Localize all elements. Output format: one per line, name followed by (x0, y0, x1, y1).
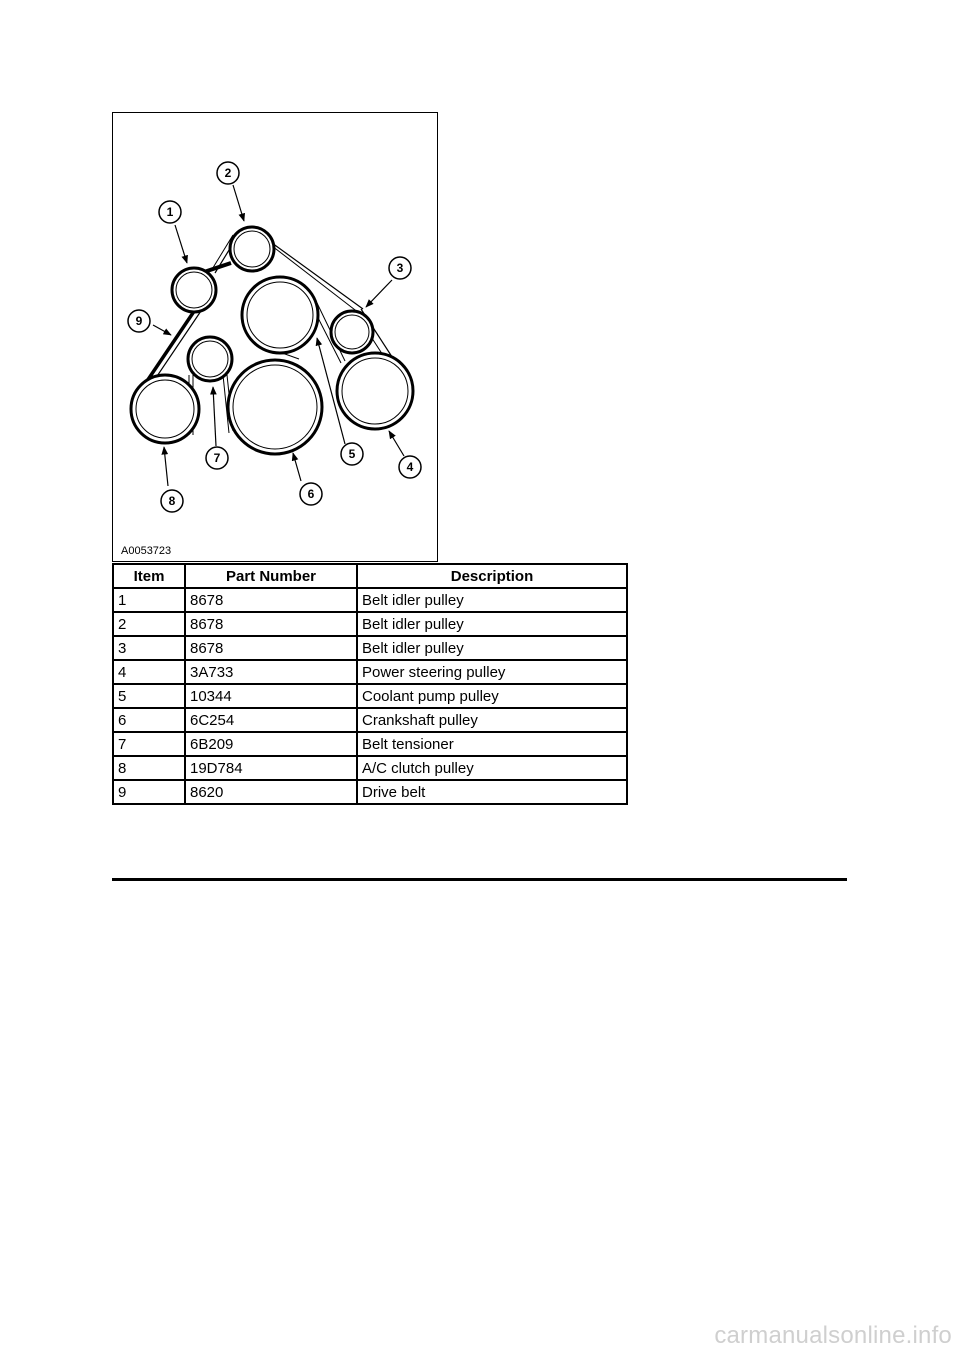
callout-2: 2 (224, 166, 232, 180)
item-cell: 8 (113, 756, 185, 780)
table-row (113, 708, 627, 732)
callout-7: 7 (213, 451, 221, 465)
parts-table (112, 563, 628, 805)
table-header-row (113, 564, 627, 588)
part-number-cell: 6B209 (185, 732, 357, 756)
table-row (113, 588, 627, 612)
item-cell: 9 (113, 780, 185, 804)
item-cell: 2 (113, 612, 185, 636)
callout-4: 4 (406, 460, 414, 474)
callout-5: 5 (348, 447, 356, 461)
table-row (113, 660, 627, 684)
description-cell: Belt tensioner (357, 732, 627, 756)
callout-9: 9 (135, 314, 143, 328)
table-row (113, 756, 627, 780)
description-cell: Coolant pump pulley (357, 684, 627, 708)
item-cell: 3 (113, 636, 185, 660)
item-cell: 4 (113, 660, 185, 684)
part-number-cell: 10344 (185, 684, 357, 708)
part-number-cell: 8678 (185, 612, 357, 636)
header-description: Description (357, 564, 627, 588)
callout-1: 1 (166, 205, 174, 219)
table-row (113, 780, 627, 804)
item-cell: 1 (113, 588, 185, 612)
section-divider (112, 878, 847, 881)
description-cell: Belt idler pulley (357, 636, 627, 660)
belt-routing-svg (113, 113, 439, 563)
description-cell: A/C clutch pulley (357, 756, 627, 780)
description-cell: Belt idler pulley (357, 588, 627, 612)
watermark-text: carmanualsonline.info (714, 1322, 952, 1349)
header-part-number: Part Number (185, 564, 357, 588)
item-cell: 5 (113, 684, 185, 708)
part-number-cell: 19D784 (185, 756, 357, 780)
part-number-cell: 6C254 (185, 708, 357, 732)
table-row (113, 684, 627, 708)
part-number-cell: 8678 (185, 636, 357, 660)
callout-8: 8 (168, 494, 176, 508)
item-cell: 6 (113, 708, 185, 732)
part-number-cell: 8678 (185, 588, 357, 612)
table-row (113, 612, 627, 636)
figure-id-label: A0053723 (121, 545, 172, 557)
description-cell: Crankshaft pulley (357, 708, 627, 732)
item-cell: 7 (113, 732, 185, 756)
table-row (113, 732, 627, 756)
description-cell: Belt idler pulley (357, 612, 627, 636)
callout-6: 6 (307, 487, 315, 501)
part-number-cell: 8620 (185, 780, 357, 804)
description-cell: Power steering pulley (357, 660, 627, 684)
part-number-cell: 3A733 (185, 660, 357, 684)
description-cell: Drive belt (357, 780, 627, 804)
callout-3: 3 (396, 261, 404, 275)
header-item: Item (113, 564, 185, 588)
table-row (113, 636, 627, 660)
belt-routing-diagram (112, 112, 438, 562)
